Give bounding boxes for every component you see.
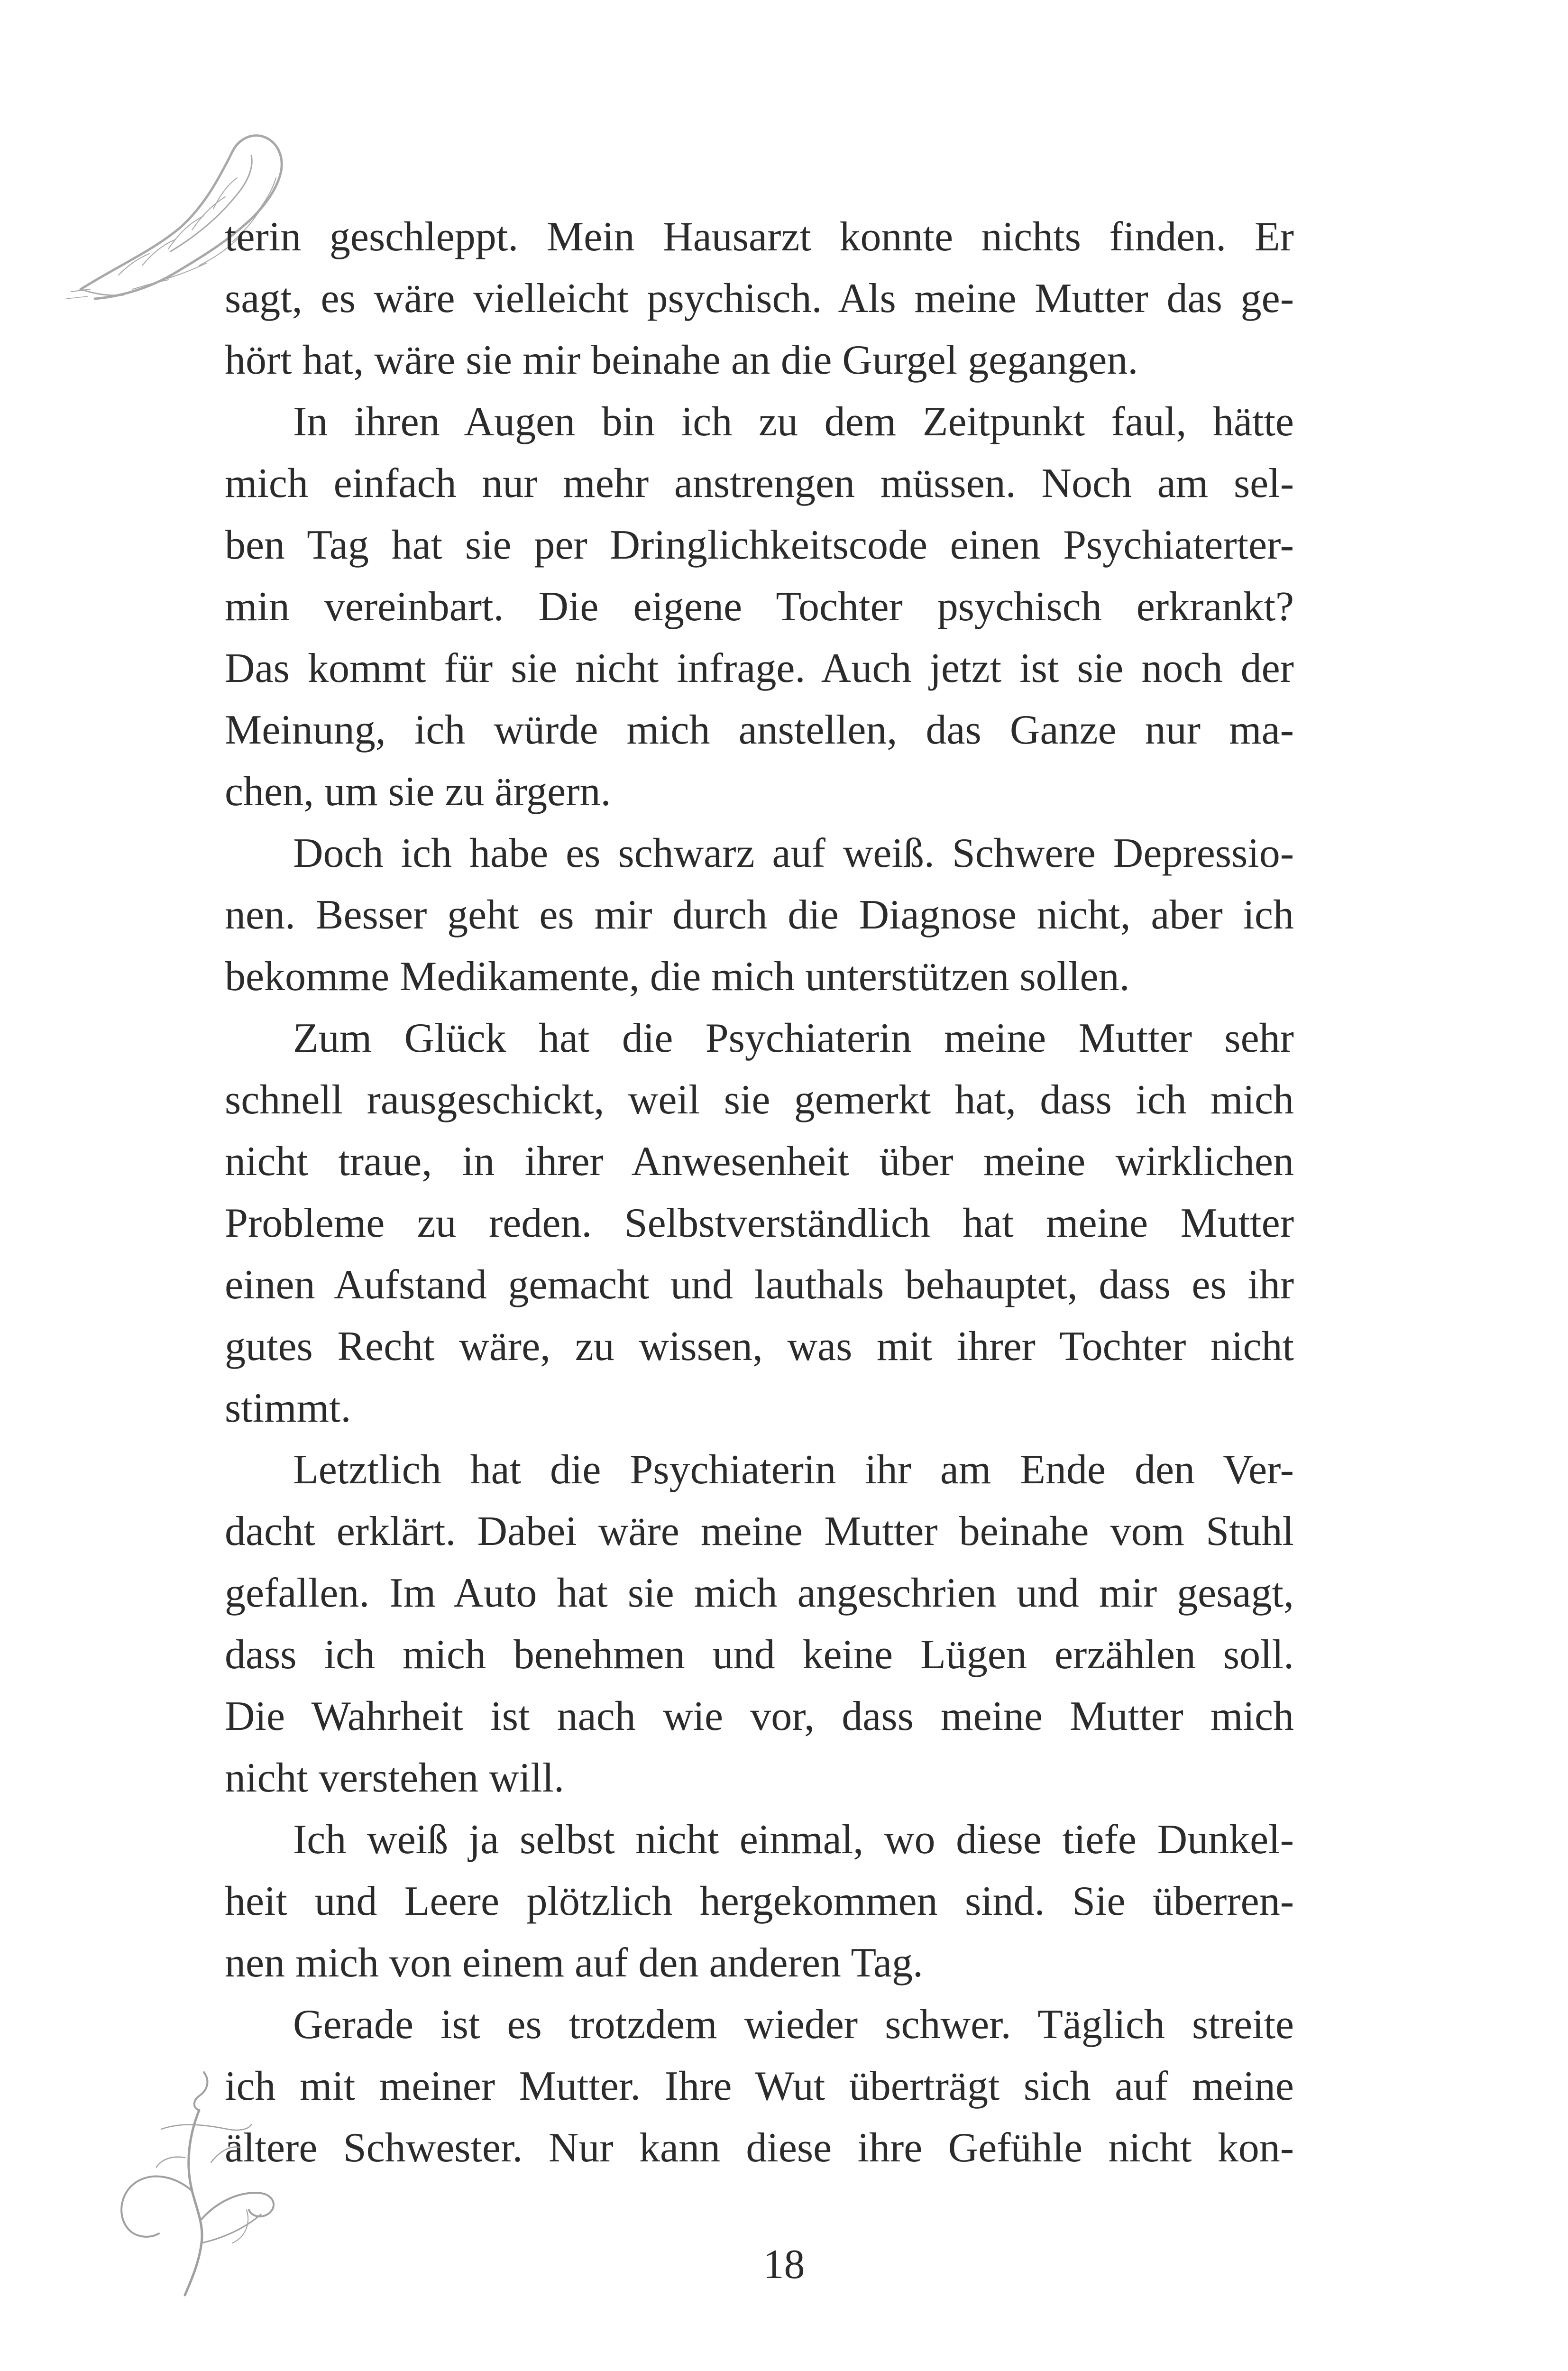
text-line: mich einfach nur mehr anstrengen müssen. Noch am sel- [225, 460, 1294, 506]
text-line: Meinung, ich würde mich anstellen, das Ganze nur ma- [225, 707, 1294, 753]
text-line: terin geschleppt. Mein Hausarzt konnte nichts finden. Er [225, 214, 1294, 260]
text-line: min vereinbart. Die eigene Tochter psychisch erkrankt? [225, 584, 1294, 630]
text-line: Zum Glück hat die Psychiaterin meine Mutter sehr [293, 1015, 1294, 1061]
paragraph-4 [225, 1008, 1294, 1439]
body-text [225, 206, 1294, 2179]
text-line: Probleme zu reden. Selbstverständlich hat meine Mutter [225, 1200, 1294, 1246]
text-line: dacht erklärt. Dabei wäre meine Mutter beinahe vom Stuhl [225, 1508, 1294, 1554]
paragraph-2 [225, 391, 1294, 823]
text-line: nen. Besser geht es mir durch die Diagnose nicht, aber ich [225, 892, 1294, 938]
text-line: Gerade ist es trotzdem wieder schwer. Täglich streite [293, 2002, 1294, 2048]
text-line: heit und Leere plötzlich hergekommen sind. Sie überren- [225, 1878, 1294, 1924]
text-line: sagt, es wäre vielleicht psychisch. Als meine Mutter das ge- [225, 276, 1294, 322]
text-line: In ihren Augen bin ich zu dem Zeitpunkt faul, hätte [293, 399, 1294, 445]
text-line: ältere Schwester. Nur kann diese ihre Gefühle nicht kon- [225, 2125, 1294, 2171]
text-line: ben Tag hat sie per Dringlichkeitscode einen Psychiaterter- [225, 522, 1294, 568]
page-number: 18 [763, 2242, 805, 2288]
text-line: Doch ich habe es schwarz auf weiß. Schwere Depressio- [293, 830, 1294, 876]
text-line: Letztlich hat die Psychiaterin ihr am Ende den Ver- [293, 1447, 1294, 1493]
paragraph-3 [225, 823, 1294, 1008]
text-line: bekomme Medikamente, die mich unterstützen sollen. [225, 954, 1130, 1000]
paragraph-5 [225, 1439, 1294, 1809]
paragraph-6 [225, 1809, 1294, 1994]
text-line: Die Wahrheit ist nach wie vor, dass meine Mutter mich [225, 1693, 1294, 1739]
text-line: ich mit meiner Mutter. Ihre Wut überträgt sich auf meine [225, 2063, 1294, 2109]
text-line: gefallen. Im Auto hat sie mich angeschrien und mir gesagt, [225, 1570, 1294, 1616]
text-line: Ich weiß ja selbst nicht einmal, wo diese tiefe Dunkel- [293, 1817, 1294, 1863]
text-line: stimmt. [225, 1385, 351, 1431]
text-line: dass ich mich benehmen und keine Lügen erzählen soll. [225, 1632, 1294, 1678]
text-line: Das kommt für sie nicht infrage. Auch jetzt ist sie noch der [225, 645, 1294, 691]
text-line: hört hat, wäre sie mir beinahe an die Gurgel gegangen. [225, 337, 1138, 383]
paragraph-1 [225, 206, 1294, 391]
text-line: einen Aufstand gemacht und lauthals behauptet, dass es ihr [225, 1262, 1294, 1308]
text-line: chen, um sie zu ärgern. [225, 769, 611, 815]
text-line: nicht traue, in ihrer Anwesenheit über meine wirklichen [225, 1139, 1294, 1185]
paragraph-7 [225, 1994, 1294, 2179]
text-line: gutes Recht wäre, zu wissen, was mit ihrer Tochter nicht [225, 1323, 1294, 1369]
text-line: nen mich von einem auf den anderen Tag. [225, 1940, 924, 1986]
text-line: nicht verstehen will. [225, 1755, 565, 1801]
text-line: schnell rausgeschickt, weil sie gemerkt hat, dass ich mich [225, 1077, 1294, 1123]
